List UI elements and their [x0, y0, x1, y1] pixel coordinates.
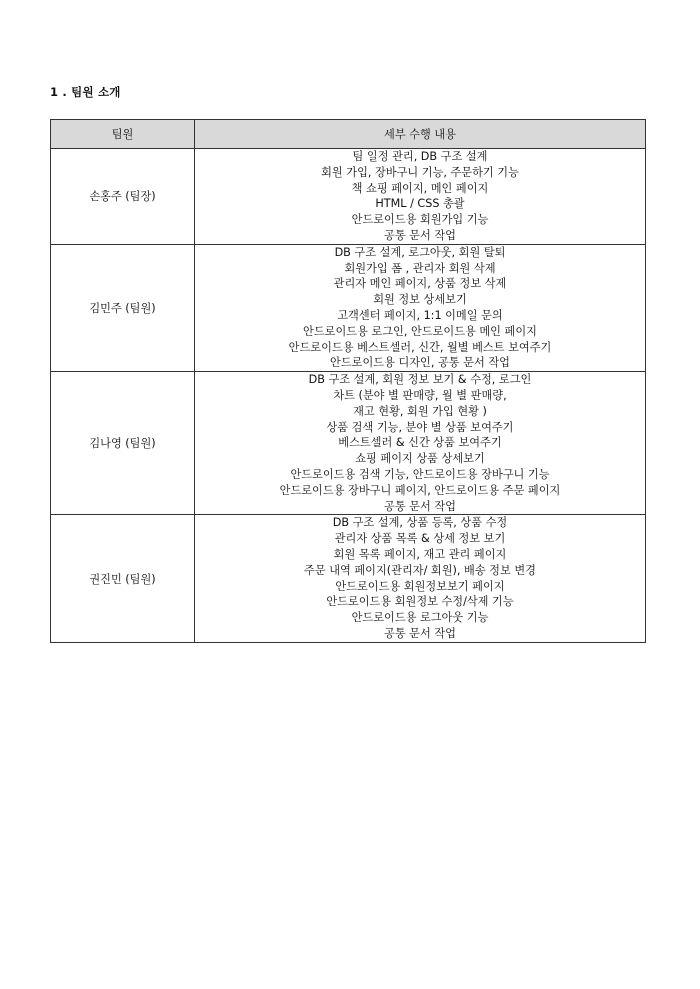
task-line: 회원 목록 페이지, 재고 관리 페이지 [333, 547, 507, 561]
table-row [51, 244, 646, 371]
task-line: 고객센터 페이지, 1:1 이메일 문의 [337, 308, 503, 322]
task-line: 안드로이드용 베스트셀러, 신간, 월별 베스트 보여주기 [288, 340, 552, 354]
task-line: 안드로이드용 로그인, 안드로이드용 메인 페이지 [303, 324, 537, 338]
table-row [51, 149, 646, 245]
task-line: 상품 검색 기능, 분야 별 상품 보여주기 [326, 420, 514, 434]
task-line: DB 구조 설계, 상품 등록, 상품 수정 [332, 516, 508, 530]
task-line: 공통 문서 작업 [384, 228, 456, 242]
task-line: 공통 문서 작업 [384, 499, 456, 513]
task-line: 쇼핑 페이지 상품 상세보기 [355, 452, 485, 466]
task-line: 회원 가입, 장바구니 기능, 주문하기 기능 [321, 165, 519, 179]
member-tasks [195, 149, 646, 245]
task-line: 안드로이드용 검색 기능, 안드로이드용 장바구니 기능 [290, 467, 550, 481]
member-name: 김민주 (팀원) [51, 244, 195, 371]
table-row [51, 372, 646, 515]
member-name: 손홍주 (팀장) [51, 149, 195, 245]
task-line: 관리자 상품 목록 & 상세 정보 보기 [334, 532, 506, 546]
task-line: 안드로이드용 회원정보 수정/삭제 기능 [326, 595, 514, 609]
task-line: 안드로이드용 디자인, 공통 문서 작업 [330, 356, 510, 370]
task-line: 팀 일정 관리, DB 구조 설계 [352, 150, 488, 163]
task-line: 안드로이드용 로그아웃 기능 [351, 611, 489, 625]
task-line: 공통 문서 작업 [384, 626, 456, 640]
task-line: 주문 내역 페이지(관리자/ 회원), 배송 정보 변경 [304, 563, 536, 577]
task-line: 회원가입 폼 , 관리자 회원 삭제 [344, 261, 496, 275]
member-tasks [195, 244, 646, 371]
task-line: 관리자 메인 페이지, 상품 정보 삭제 [333, 277, 507, 291]
task-line: 안드로이드용 회원정보보기 페이지 [335, 579, 505, 593]
member-tasks [195, 515, 646, 642]
team-roles-table [50, 119, 646, 643]
task-line: 책 쇼핑 페이지, 메인 페이지 [351, 181, 489, 195]
member-tasks [195, 372, 646, 515]
section-heading: 1 . 팀원 소개 [50, 85, 121, 99]
header-member: 팀원 [51, 120, 195, 149]
task-line: 안드로이드용 회원가입 기능 [351, 213, 489, 227]
member-name: 김나영 (팀원) [51, 372, 195, 515]
task-line: 재고 현황, 회원 가입 현황 ) [353, 404, 487, 418]
task-line: DB 구조 설계, 회원 정보 보기 & 수정, 로그인 [308, 373, 532, 387]
task-line: 회원 정보 상세보기 [373, 293, 467, 307]
task-line: 안드로이드용 장바구니 페이지, 안드로이드용 주문 페이지 [279, 483, 561, 497]
task-line: DB 구조 설계, 로그아웃, 회원 탈퇴 [334, 245, 506, 259]
member-name: 권진민 (팀원) [51, 515, 195, 642]
table-row [51, 515, 646, 642]
task-line: HTML / CSS 총괄 [375, 197, 465, 211]
task-line: 차트 (분야 별 판매량, 월 별 판매량, [333, 388, 507, 402]
table-header-row [51, 120, 646, 149]
task-line: 베스트셀러 & 신간 상품 보여주기 [338, 436, 502, 450]
table-body [51, 149, 646, 643]
header-details: 세부 수행 내용 [195, 120, 646, 149]
